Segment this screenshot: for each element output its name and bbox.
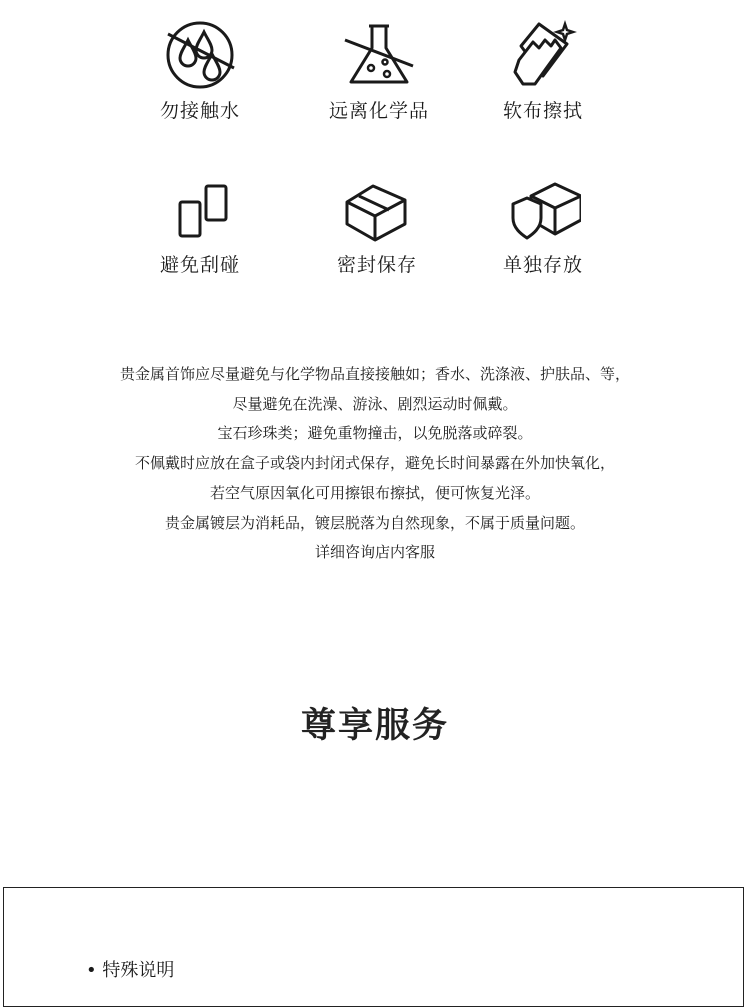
no-chemicals-icon [341, 20, 417, 90]
note-line: 贵金属镀层为消耗品，镀层脱落为自然现象，不属于质量问题。 [164, 513, 585, 532]
care-item-separate-storage [463, 180, 623, 277]
care-label: 软布擦拭 [502, 100, 583, 122]
wipe-cloth-icon [505, 20, 581, 90]
section-title: 尊享服务 [300, 706, 449, 746]
care-label: 单独存放 [502, 254, 583, 276]
care-label: 避免刮碰 [159, 254, 240, 276]
separate-storage-icon [505, 180, 581, 244]
note-line: 贵金属首饰应尽量避免与化学物品直接接触如；香水、洗涤液、护肤品、等， [119, 365, 630, 383]
care-label: 远离化学品 [328, 100, 429, 122]
care-item-wipe-cloth [463, 20, 623, 123]
note-line: 宝石珍珠类；避免重物撞击，以免脱落或碎裂。 [217, 424, 533, 443]
care-label: 勿接触水 [159, 100, 240, 122]
care-item-no-water [120, 20, 280, 123]
care-item-no-chemicals [299, 20, 459, 123]
avoid-scratch-icon [162, 180, 238, 244]
special-note-label: • 特殊说明 [86, 960, 175, 981]
sealed-box-icon [339, 180, 415, 244]
care-notes [0, 360, 750, 568]
service-box [3, 887, 744, 1007]
no-water-icon [162, 20, 238, 90]
note-line: 尽量避免在洗澡、游泳、剧烈运动时佩戴。 [232, 394, 518, 413]
note-line: 详细咨询店内客服 [314, 543, 435, 562]
note-line: 若空气原因氧化可用擦银布擦拭，便可恢复光泽。 [209, 483, 540, 502]
care-item-avoid-scratch [120, 180, 280, 277]
care-label: 密封保存 [336, 254, 417, 276]
note-line: 不佩戴时应放在盒子或袋内封闭式保存，避免长时间暴露在外加快氧化， [134, 454, 615, 473]
care-item-sealed-box [297, 180, 457, 277]
